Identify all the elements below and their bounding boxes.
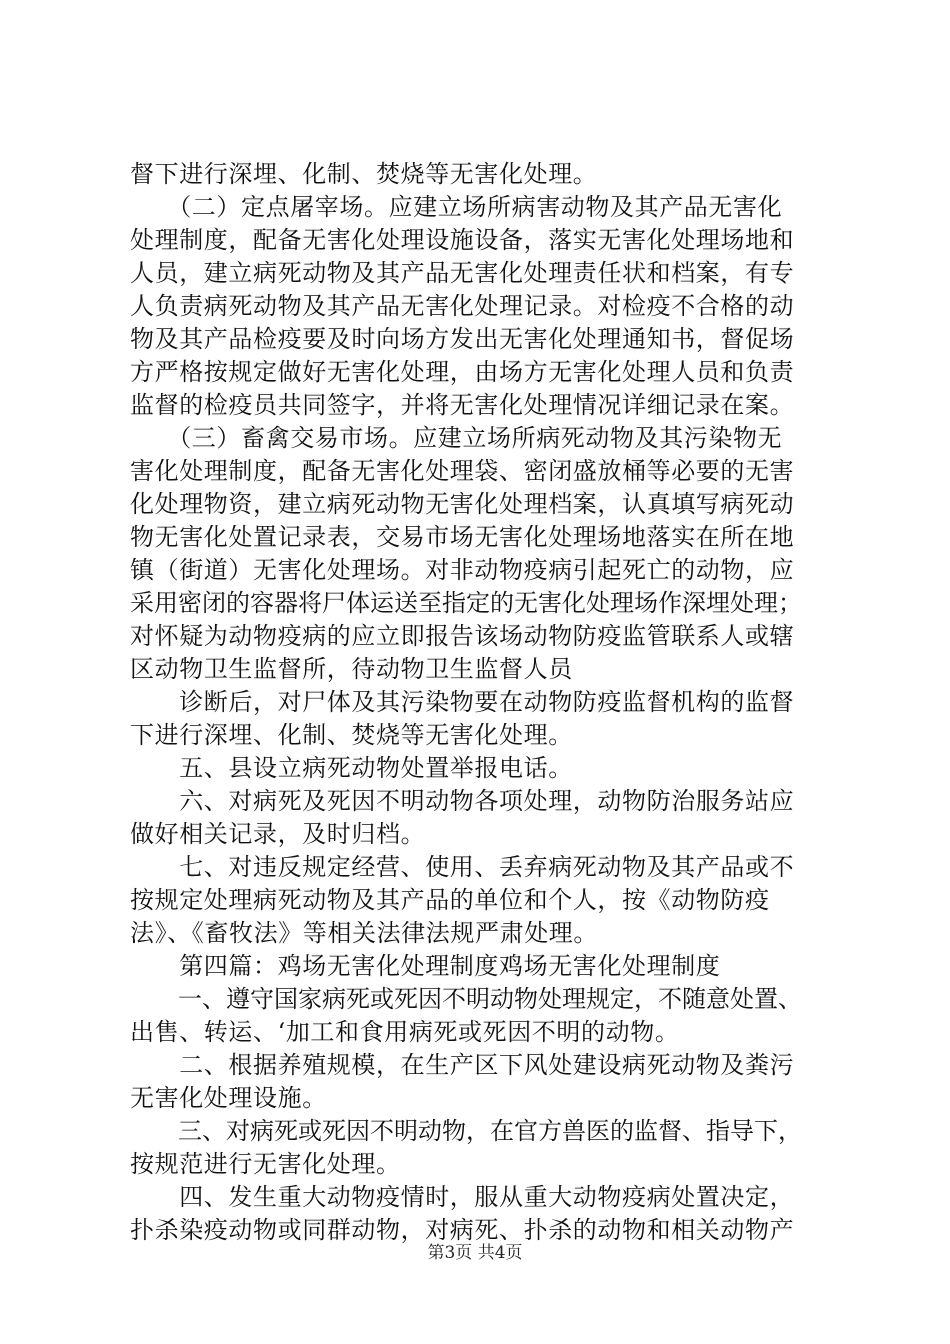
text-line: 第四篇：鸡场无害化处理制度鸡场无害化处理制度 — [130, 952, 721, 980]
text-line: 化处理物资，建立病死动物无害化处理档案，认真填写病死动 — [130, 490, 795, 518]
text-line: 无害化处理设施。 — [130, 1084, 327, 1112]
text-line: 采用密闭的容器将尸体运送至指定的无害化处理场作深埋处理； — [130, 589, 802, 617]
text-line: （二）定点屠宰场。应建立场所病害动物及其产品无害化 — [130, 193, 783, 221]
text-line: 做好相关记录，及时归档。 — [130, 820, 426, 848]
text-line: 四、发生重大动物疫情时，服从重大动物疫病处置决定， — [130, 1183, 795, 1211]
text-line: 扑杀染疫动物或同群动物，对病死、扑杀的动物和相关动物产 — [130, 1216, 795, 1244]
text-line: 按规范进行无害化处理。 — [130, 1150, 401, 1178]
page-footer: 第3页 共4页 — [427, 1243, 523, 1263]
text-line: 物无害化处置记录表，交易市场无害化处理场地落实在所在地 — [130, 523, 795, 551]
text-line: 二、根据养殖规模，在生产区下风处建设病死动物及粪污 — [130, 1051, 795, 1079]
document-body — [130, 158, 830, 1247]
text-line: 监督的检疫员共同签字，并将无害化处理情况详细记录在案。 — [130, 391, 795, 419]
text-line: 下进行深埋、化制、焚烧等无害化处理。 — [130, 721, 573, 749]
text-line: 物及其产品检疫要及时向场方发出无害化处理通知书，督促场 — [130, 325, 795, 353]
text-line: 出售、转运、‘加工和食用病死或死因不明的动物。 — [130, 1018, 680, 1046]
text-line: （三）畜禽交易市场。应建立场所病死动物及其污染物无 — [130, 424, 783, 452]
text-line: 诊断后，对尸体及其污染物要在动物防疫监督机构的监督 — [130, 688, 795, 716]
text-line: 人负责病死动物及其产品无害化处理记录。对检疫不合格的动 — [130, 292, 795, 320]
text-line: 五、县设立病死动物处置举报电话。 — [130, 754, 573, 782]
text-line: 按规定处理病死动物及其产品的单位和个人，按《动物防疫 — [130, 886, 770, 914]
text-line: 处理制度，配备无害化处理设施设备，落实无害化处理场地和 — [130, 226, 795, 254]
text-line: 镇（街道）无害化处理场。对非动物疫病引起死亡的动物，应 — [130, 556, 795, 584]
text-line: 区动物卫生监督所，待动物卫生监督人员 — [130, 655, 573, 683]
text-line: 法》、《畜牧法》等相关法律法规严肃处理。 — [130, 919, 598, 947]
text-line: 害化处理制度，配备无害化处理袋、密闭盛放桶等必要的无害 — [130, 457, 795, 485]
text-line: 方严格按规定做好无害化处理，由场方无害化处理人员和负责 — [130, 358, 795, 386]
text-line: 对怀疑为动物疫病的应立即报告该场动物防疫监管联系人或辖 — [130, 622, 795, 650]
text-line: 督下进行深埋、化制、焚烧等无害化处理。 — [130, 160, 598, 188]
text-line: 一、遵守国家病死或死因不明动物处理规定，不随意处置、 — [130, 985, 802, 1013]
text-line: 人员，建立病死动物及其产品无害化处理责任状和档案，有专 — [130, 259, 795, 287]
text-line: 六、对病死及死因不明动物各项处理，动物防治服务站应 — [130, 787, 795, 815]
text-line: 三、对病死或死因不明动物，在官方兽医的监督、指导下， — [130, 1117, 802, 1145]
text-line: 七、对违反规定经营、使用、丢弃病死动物及其产品或不 — [130, 853, 795, 881]
